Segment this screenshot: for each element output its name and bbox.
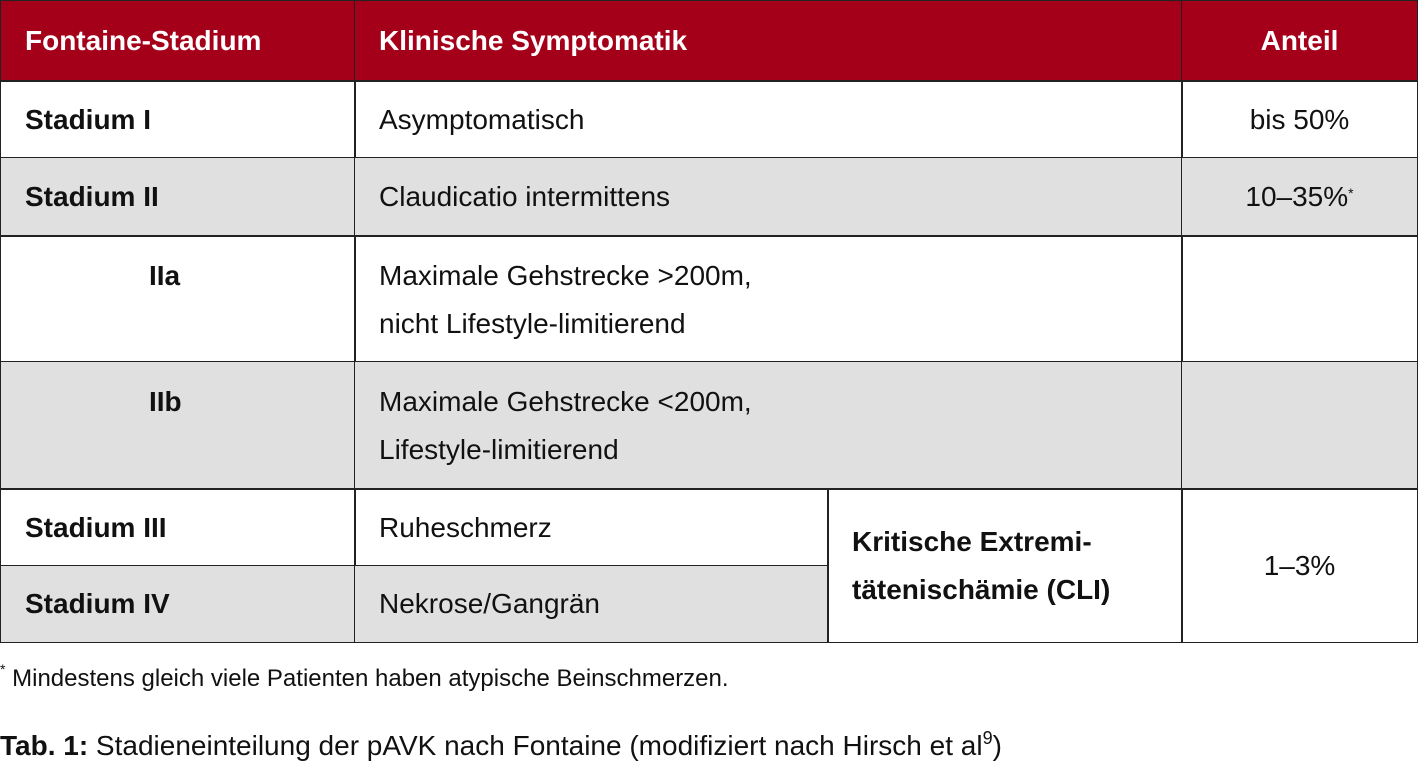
symptom-line: Lifestyle-limitierend [379, 434, 619, 465]
row4-stage: IIb [0, 361, 356, 490]
row2-share [1181, 157, 1418, 237]
caption-end: ) [992, 730, 1002, 761]
row5-symptom: Ruheschmerz [354, 488, 829, 567]
row6-stage: Stadium IV [0, 565, 356, 643]
symptom-line: Maximale Gehstrecke <200m, [379, 386, 752, 417]
footnote-mark: * [0, 661, 6, 677]
row1-share: bis 50% [1181, 80, 1418, 159]
footnote-text: Mindestens gleich viele Patienten haben atypische Beinschmerzen. [5, 665, 729, 692]
caption-reference: 9 [982, 728, 993, 748]
cli-share: 1–3% [1181, 488, 1418, 643]
header-stage: Fontaine-Stadium [0, 0, 356, 82]
caption-text: Stadieneinteilung der pAVK nach Fontaine (modifiziert nach Hirsch et al [88, 730, 983, 761]
cli-line: Kritische Extremi- [852, 525, 1092, 557]
row5-stage: Stadium III [0, 488, 356, 567]
row3-share [1181, 235, 1418, 363]
symptom-line: nicht Lifestyle-limitierend [379, 308, 686, 339]
row2-symptom: Claudicatio intermittens [354, 157, 1183, 237]
cli-line: tätenischämie (CLI) [852, 573, 1111, 605]
row4-symptom [354, 361, 1183, 490]
row4-share [1181, 361, 1418, 490]
header-symptom: Klinische Symptomatik [354, 0, 1183, 82]
share-value: 10–35% [1245, 181, 1349, 212]
row1-stage: Stadium I [0, 80, 356, 159]
row1-symptom: Asymptomatisch [354, 80, 1183, 159]
footnote [0, 661, 729, 693]
table-caption [0, 730, 1002, 762]
row2-stage: Stadium II [0, 157, 356, 237]
caption-label: Tab. 1: [0, 730, 89, 761]
row6-symptom: Nekrose/Gangrän [354, 565, 829, 643]
cli-label [827, 488, 1183, 643]
header-share: Anteil [1181, 0, 1418, 82]
footnote-mark: * [1348, 185, 1354, 201]
row3-stage: IIa [0, 235, 356, 363]
symptom-line: Maximale Gehstrecke >200m, [379, 260, 752, 291]
row3-symptom [354, 235, 1183, 363]
